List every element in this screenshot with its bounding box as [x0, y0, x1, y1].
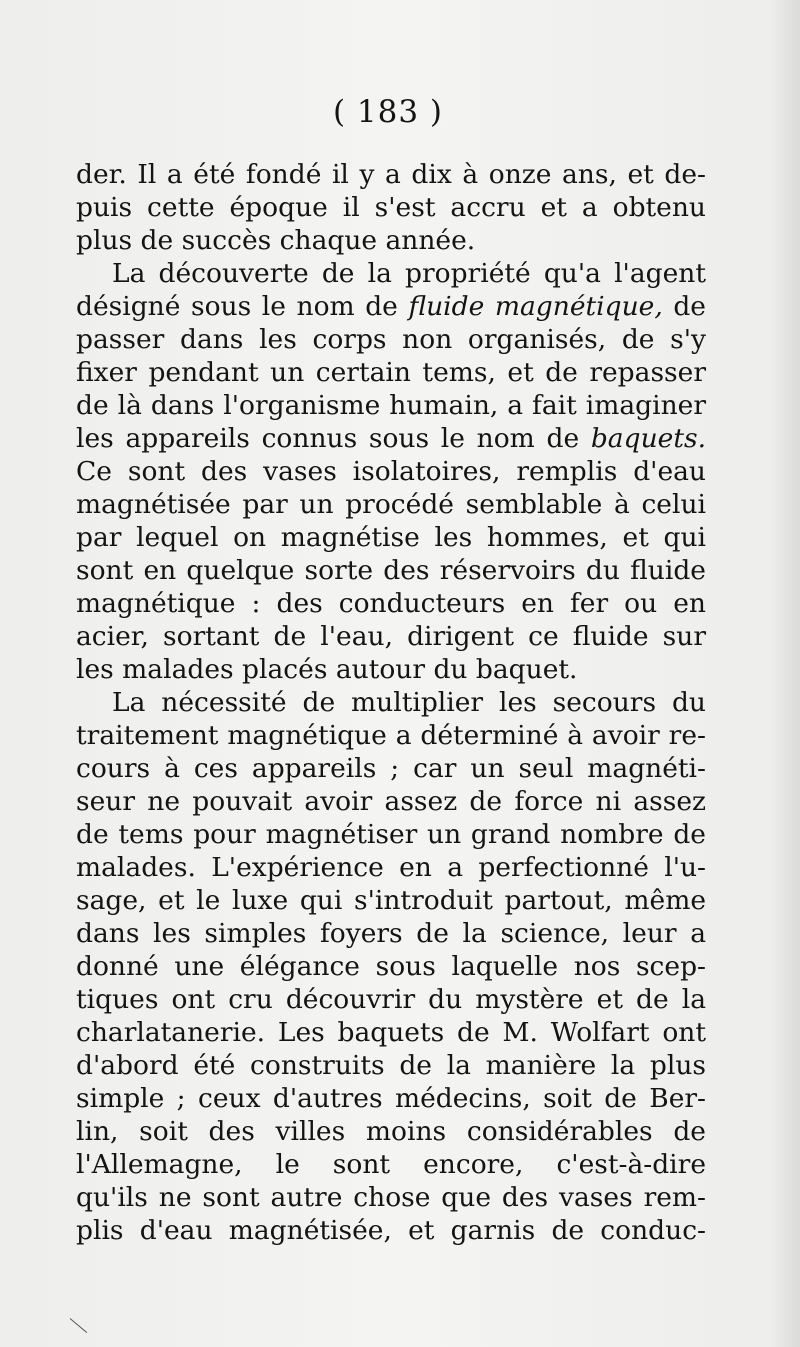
text-line: charlatanerie. Les baquets de M. Wolfart ont — [76, 1017, 706, 1048]
text-fragment: de — [662, 291, 706, 322]
text-line: les malades placés autour du baquet. — [76, 654, 578, 685]
text-line: puis cette époque il s'est accru et a obtenu — [76, 192, 706, 223]
text-line: donné une élégance sous laquelle nos scep- — [76, 951, 706, 982]
body-text — [76, 158, 706, 1247]
text-line: tiques ont cru découvrir du mystère et de la — [76, 984, 706, 1015]
italic-term: fluide magnétique, — [408, 291, 663, 322]
text-line: de là dans l'organisme humain, a fait imaginer — [76, 390, 706, 421]
text-line: par lequel on magnétise les hommes, et qui — [76, 522, 706, 553]
text-line: plus de succès chaque année. — [76, 225, 476, 256]
text-line: qu'ils ne sont autre chose que des vases rem- — [76, 1182, 706, 1213]
text-line — [76, 290, 706, 323]
text-line: fixer pendant un certain tems, et de repasser — [76, 357, 706, 388]
text-line: Ce sont des vases isolatoires, remplis d'eau — [76, 456, 706, 487]
text-line: lin, soit des villes moins considérables de — [76, 1116, 706, 1147]
text-line: La découverte de la propriété qu'a l'agent — [112, 258, 706, 289]
text-line: simple ; ceux d'autres médecins, soit de Ber- — [76, 1083, 706, 1114]
text-line: sont en quelque sorte des réservoirs du fluide — [76, 555, 706, 586]
page-gutter-shadow — [770, 0, 800, 1347]
text-line: der. Il a été fondé il y a dix à onze ans, et de- — [76, 159, 706, 190]
text-line: malades. L'expérience en a perfectionné l'u- — [76, 852, 706, 883]
text-line: sage, et le luxe qui s'introduit partout, même — [76, 885, 706, 916]
text-line: dans les simples foyers de la science, leur a — [76, 918, 706, 949]
text-line: d'abord été construits de la manière la plus — [76, 1050, 706, 1081]
text-line — [76, 422, 706, 455]
text-line: de tems pour magnétiser un grand nombre de — [76, 819, 706, 850]
text-line: l'Allemagne, le sont encore, c'est-à-dire — [76, 1149, 706, 1180]
text-line: magnétique : des conducteurs en fer ou en — [76, 588, 706, 619]
italic-term: baquets. — [590, 423, 706, 454]
scan-mark — [70, 1318, 87, 1333]
text-line: La nécessité de multiplier les secours du — [112, 687, 706, 718]
text-fragment: désigné sous le nom de — [76, 291, 409, 322]
text-line: traitement magnétique a déterminé à avoir re- — [76, 720, 706, 751]
text-line: acier, sortant de l'eau, dirigent ce fluide sur — [76, 621, 706, 652]
text-line: plis d'eau magnétisée, et garnis de conduc- — [76, 1215, 706, 1246]
text-line: seur ne pouvait avoir assez de force ni assez — [76, 786, 706, 817]
text-line: cours à ces appareils ; car un seul magnéti- — [76, 753, 706, 784]
text-line: magnétisée par un procédé semblable à celui — [76, 489, 706, 520]
page-number: ( 183 ) — [332, 94, 444, 130]
text-fragment: les appareils connus sous le nom de — [76, 423, 591, 454]
text-line: passer dans les corps non organisés, de s'y — [76, 324, 706, 355]
